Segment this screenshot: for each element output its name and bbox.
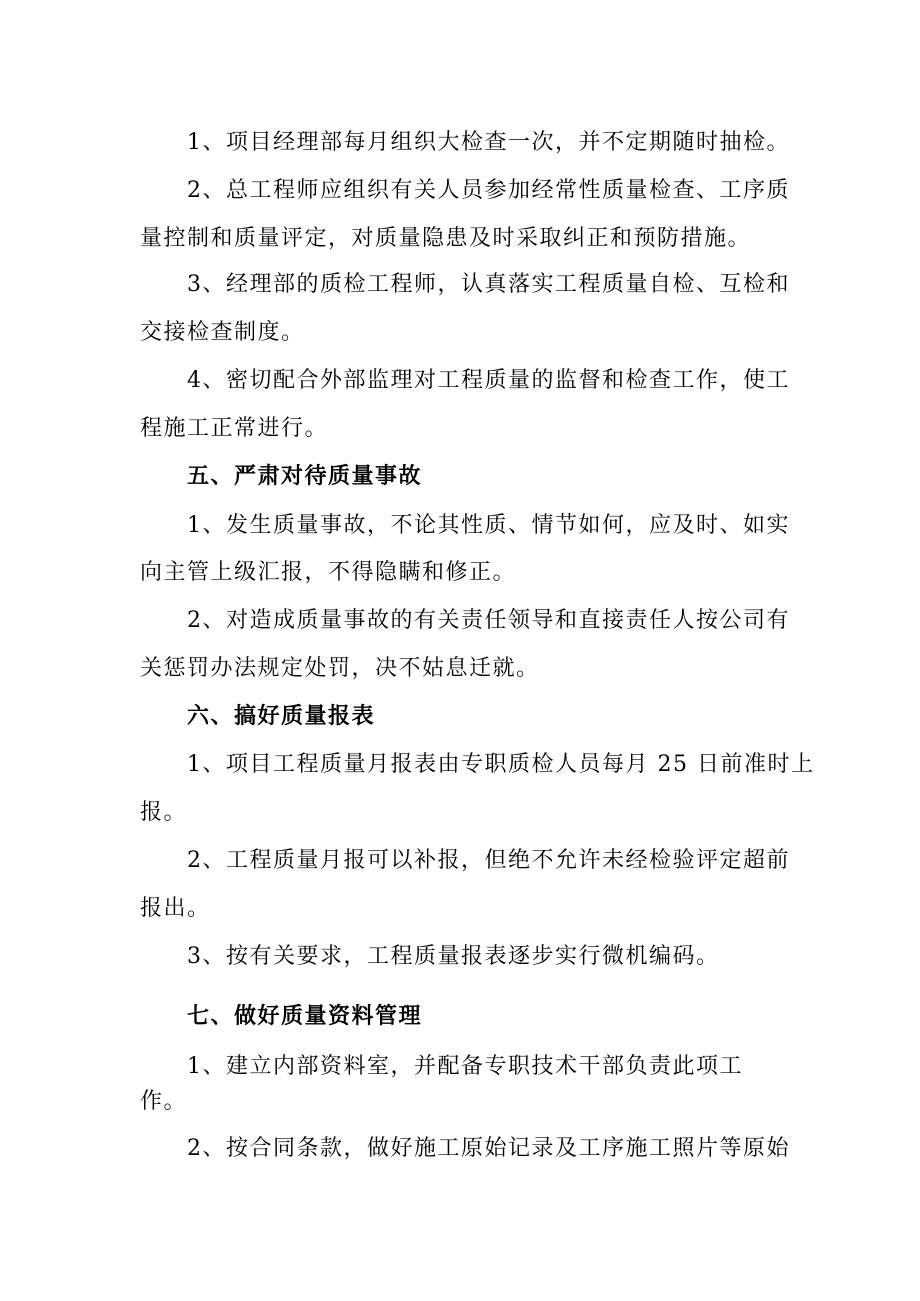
- section-7-item-1-line-1: 1、建立内部资料室，并配备专职技术干部负责此项工: [187, 1054, 743, 1079]
- paragraph-3-line-1: 3、经理部的质检工程师，认真落实工程质量自检、互检和: [187, 272, 790, 297]
- paragraph-1-line-1: 1、项目经理部每月组织大检查一次，并不定期随时抽检。: [187, 130, 790, 155]
- section-5-item-1-line-2: 向主管上级汇报，不得隐瞒和修正。: [140, 560, 517, 585]
- paragraph-4-line-1: 4、密切配合外部监理对工程质量的监督和检查工作，使工: [187, 368, 790, 393]
- paragraph-2-line-1: 2、总工程师应组织有关人员参加经常性质量检查、工序质: [187, 178, 790, 203]
- section-5-item-1-line-1: 1、发生质量事故，不论其性质、情节如何，应及时、如实: [187, 513, 790, 538]
- section-6-item-2-line-2: 报出。: [140, 896, 211, 921]
- section-7-item-1-line-2: 作。: [140, 1089, 188, 1114]
- section-6-item-1-line-1: 1、项目工程质量月报表由专职质检人员每月 25 日前准时上: [187, 752, 815, 777]
- section-7-item-2-line-1: 2、按合同条款，做好施工原始记录及工序施工照片等原始: [187, 1136, 790, 1161]
- section-heading-6: 六、搞好质量报表: [187, 704, 376, 729]
- section-6-item-1-line-2: 报。: [140, 800, 188, 825]
- section-heading-7: 七、做好质量资料管理: [187, 1004, 423, 1029]
- section-5-item-2-line-1: 2、对造成质量事故的有关责任领导和直接责任人按公司有: [187, 608, 790, 633]
- paragraph-4-line-2: 程施工正常进行。: [140, 416, 329, 441]
- section-heading-5: 五、严肃对待质量事故: [187, 464, 423, 489]
- section-6-item-3-line-1: 3、按有关要求，工程质量报表逐步实行微机编码。: [187, 944, 720, 969]
- paragraph-3-line-2: 交接检查制度。: [140, 320, 305, 345]
- paragraph-2-line-2: 量控制和质量评定，对质量隐患及时采取纠正和预防措施。: [140, 226, 752, 251]
- section-6-item-2-line-1: 2、工程质量月报可以补报，但绝不允许未经检验评定超前: [187, 848, 790, 873]
- section-5-item-2-line-2: 关惩罚办法规定处罚，决不姑息迁就。: [140, 656, 540, 681]
